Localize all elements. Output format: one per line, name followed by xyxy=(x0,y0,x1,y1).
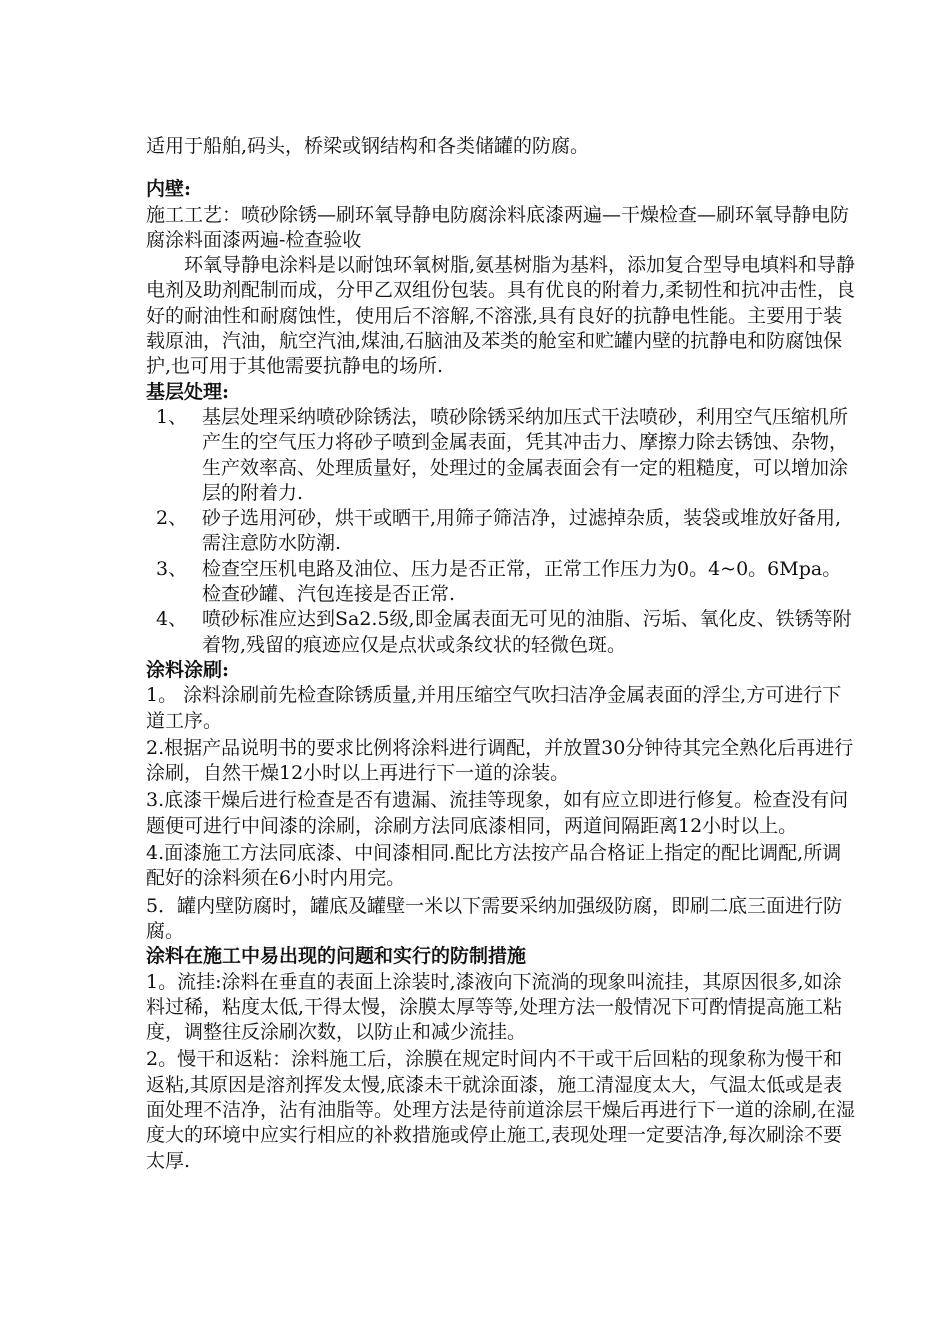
list-item-number: 1、 xyxy=(156,405,188,428)
list-item-text: 检查空压机电路及油位、压力是否正常，正常工作压力为0。4~0。6Mpa。检查砂罐、汽包连接是否正常. xyxy=(202,557,842,606)
inner-wall-process: 施工工艺：喷砂除锈—刷环氧导静电防腐涂料底漆两遍—干燥检查—刷环氧导静电防腐涂料面漆两遍-检查验收 xyxy=(146,203,850,251)
list-item-text: 砂子选用河砂，烘干或晒干,用筛子筛洁净，过滤掉杂质，装袋或堆放好备用,需注意防水防潮. xyxy=(202,507,842,555)
problems-heading: 涂料在施工中易出现的问题和实行的防制措施 xyxy=(146,945,527,968)
list-item-number: 3、 xyxy=(156,557,188,580)
list-item-number: 2、 xyxy=(156,507,188,530)
inner-wall-heading: 内壁: xyxy=(146,178,192,201)
problem-item: 2。慢干和返粘：涂料施工后，涂膜在规定时间内不干或干后回粘的现象称为慢干和返粘,其原因是溶剂挥发太慢,底漆未干就涂面漆，施工清湿度太大，气温太低或是表面处理不洁净，沾有油脂等。处理方法是待前道涂层干燥后再进行下一道的涂刷,在湿度大的环境中应实行相应的补救措施或停止施工,表现处理一定要洁净,每次刷涂不要太厚. xyxy=(146,1048,856,1172)
problem-item: 1。流挂:涂料在垂直的表面上涂装时,漆液向下流淌的现象叫流挂，其原因很多,如涂料过稀，粘度太低,干得太慢，涂膜太厚等等,处理方法一般情况下可酌情提高施工粘度，调整往反涂刷次数，以防止和减少流挂。 xyxy=(146,970,843,1044)
list-item xyxy=(146,506,858,557)
inner-wall-description: 环氧导静电涂料是以耐蚀环氧树脂,氨基树脂为基料，添加复合型导电填料和导静电剂及助剂配制而成，分甲乙双组份包装。具有优良的附着力,柔韧性和抗冲击性，良好的耐油性和耐腐蚀性，使用后不溶解,不溶涨,具有良好的抗静电性能。主要用于装载原油，汽油，航空汽油,煤油,石脑油及苯类的舱室和贮罐内壁的抗静电和防腐蚀保护,也可用于其他需要抗静电的场所. xyxy=(146,254,856,378)
list-item-text: 喷砂标准应达到Sa2.5级,即金属表面无可见的油脂、污垢、氧化皮、铁锈等附着物,残留的痕迹应仅是点状或条纹状的轻微色斑。 xyxy=(202,608,852,656)
base-treatment-heading: 基层处理: xyxy=(146,380,230,403)
coating-step: 2.根据产品说明书的要求比例将涂料进行调配，并放置30分钟待其完全熟化后再进行涂刷，自然干燥12小时以上再进行下一道的涂装。 xyxy=(146,736,854,785)
coating-step: 4.面漆施工方法同底漆、中间漆相同.配比方法按产品合格证上指定的配比调配,所调配好的涂料须在6小时内用完。 xyxy=(146,842,842,890)
coating-step: 1。 涂料涂刷前先检查除锈质量,并用压缩空气吹扫洁净金属表面的浮尘,方可进行下道工序。 xyxy=(146,684,842,732)
list-item-number: 4、 xyxy=(156,608,188,631)
list-item xyxy=(146,557,858,608)
list-item xyxy=(146,405,858,506)
coating-heading: 涂料涂刷: xyxy=(146,658,230,681)
coating-step: 3.底漆干燥后进行检查是否有遗漏、流挂等现象，如有应立即进行修复。检查没有问题便可进行中间漆的涂刷，涂刷方法同底漆相同，两道间隔距离12小时以上。 xyxy=(146,789,849,837)
intro-text: 适用于船舶,码头，桥梁或钢结构和各类储罐的防腐。 xyxy=(146,135,590,157)
base-treatment-list xyxy=(146,405,858,658)
coating-step: 5．罐内壁防腐时，罐底及罐壁一米以下需要采纳加强级防腐，即刷二底三面进行防腐。 xyxy=(146,894,843,942)
document-page xyxy=(146,134,858,1174)
list-item xyxy=(146,607,858,658)
list-item-text: 基层处理采纳喷砂除锈法，喷砂除锈采纳加压式干法喷砂，利用空气压缩机所产生的空气压力将砂子喷到金属表面，凭其冲击力、摩擦力除去锈蚀、杂物，生产效率高、处理质量好，处理过的金属表面会有一定的粗糙度，可以增加涂层的附着力. xyxy=(202,405,849,504)
